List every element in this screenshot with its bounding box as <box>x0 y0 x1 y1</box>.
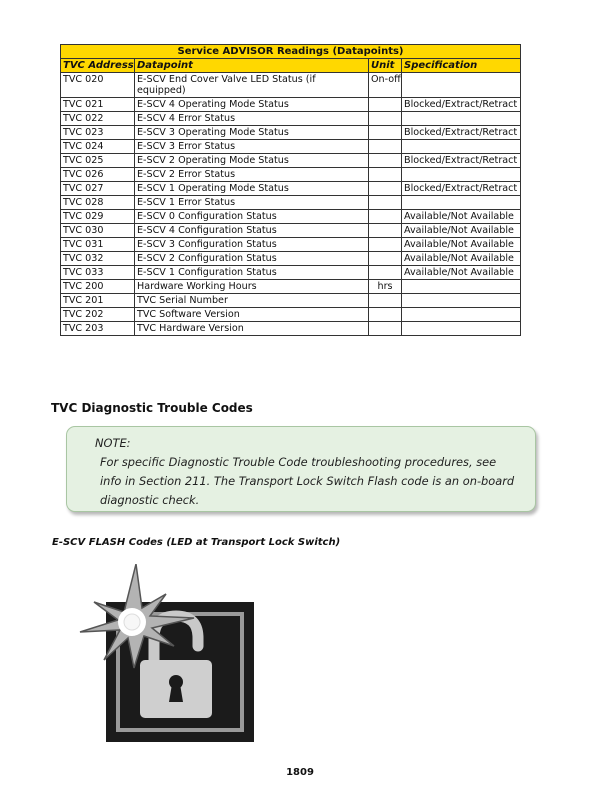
flash-codes-heading: E-SCV FLASH Codes (LED at Transport Lock Switch) <box>52 537 341 548</box>
cell-address: TVC 021 <box>61 98 135 112</box>
cell-datapoint: E-SCV 0 Configuration Status <box>135 210 369 224</box>
cell-unit <box>369 210 402 224</box>
cell-address: TVC 026 <box>61 168 135 182</box>
section-heading: TVC Diagnostic Trouble Codes <box>51 401 253 415</box>
cell-datapoint: TVC Serial Number <box>135 294 369 308</box>
cell-datapoint: E-SCV 1 Configuration Status <box>135 266 369 280</box>
column-header-address: TVC Address <box>61 59 135 73</box>
cell-address: TVC 024 <box>61 140 135 154</box>
cell-address: TVC 025 <box>61 154 135 168</box>
cell-specification <box>402 73 521 98</box>
cell-unit <box>369 182 402 196</box>
cell-unit: hrs <box>369 280 402 294</box>
cell-address: TVC 029 <box>61 210 135 224</box>
table-row <box>61 126 521 140</box>
cell-datapoint: E-SCV 3 Configuration Status <box>135 238 369 252</box>
table-row <box>61 266 521 280</box>
cell-specification <box>402 280 521 294</box>
cell-unit: On-off <box>369 73 402 98</box>
table-body <box>61 73 521 336</box>
cell-address: TVC 032 <box>61 252 135 266</box>
cell-specification: Blocked/Extract/Retract <box>402 98 521 112</box>
note-label: NOTE: <box>95 436 131 450</box>
table-row <box>61 73 521 98</box>
table-title: Service ADVISOR Readings (Datapoints) <box>61 45 521 59</box>
table-row <box>61 98 521 112</box>
cell-specification <box>402 140 521 154</box>
cell-address: TVC 202 <box>61 308 135 322</box>
cell-specification: Available/Not Available <box>402 238 521 252</box>
cell-specification: Available/Not Available <box>402 210 521 224</box>
table-row <box>61 294 521 308</box>
cell-specification <box>402 308 521 322</box>
cell-address: TVC 200 <box>61 280 135 294</box>
cell-datapoint: Hardware Working Hours <box>135 280 369 294</box>
cell-specification <box>402 168 521 182</box>
cell-specification <box>402 112 521 126</box>
table-row <box>61 182 521 196</box>
cell-address: TVC 030 <box>61 224 135 238</box>
cell-unit <box>369 308 402 322</box>
cell-datapoint: E-SCV 4 Error Status <box>135 112 369 126</box>
datapoints-table <box>60 44 521 336</box>
table-row <box>61 112 521 126</box>
cell-specification: Blocked/Extract/Retract <box>402 126 521 140</box>
cell-address: TVC 020 <box>61 73 135 98</box>
cell-datapoint: TVC Software Version <box>135 308 369 322</box>
cell-datapoint: E-SCV 3 Error Status <box>135 140 369 154</box>
cell-datapoint: E-SCV 2 Error Status <box>135 168 369 182</box>
column-header-specification: Specification <box>402 59 521 73</box>
cell-address: TVC 022 <box>61 112 135 126</box>
cell-address: TVC 203 <box>61 322 135 336</box>
table-row <box>61 210 521 224</box>
table-row <box>61 140 521 154</box>
cell-unit <box>369 238 402 252</box>
table-row <box>61 322 521 336</box>
cell-unit <box>369 140 402 154</box>
cell-address: TVC 201 <box>61 294 135 308</box>
cell-specification <box>402 322 521 336</box>
cell-address: TVC 033 <box>61 266 135 280</box>
cell-specification: Blocked/Extract/Retract <box>402 182 521 196</box>
table-row <box>61 224 521 238</box>
cell-unit <box>369 98 402 112</box>
cell-specification: Available/Not Available <box>402 252 521 266</box>
cell-datapoint: E-SCV 2 Configuration Status <box>135 252 369 266</box>
cell-datapoint: E-SCV 1 Error Status <box>135 196 369 210</box>
table-row <box>61 168 521 182</box>
cell-datapoint: TVC Hardware Version <box>135 322 369 336</box>
cell-datapoint: E-SCV 2 Operating Mode Status <box>135 154 369 168</box>
cell-address: TVC 031 <box>61 238 135 252</box>
cell-datapoint: E-SCV 4 Operating Mode Status <box>135 98 369 112</box>
cell-specification <box>402 196 521 210</box>
table-row <box>61 196 521 210</box>
cell-unit <box>369 154 402 168</box>
cell-unit <box>369 112 402 126</box>
table-row <box>61 280 521 294</box>
cell-specification: Blocked/Extract/Retract <box>402 154 521 168</box>
column-header-unit: Unit <box>369 59 402 73</box>
cell-datapoint: E-SCV End Cover Valve LED Status (if equipped) <box>135 73 369 98</box>
table-header-row <box>61 59 521 73</box>
table-row <box>61 252 521 266</box>
cell-unit <box>369 322 402 336</box>
cell-unit <box>369 168 402 182</box>
cell-address: TVC 027 <box>61 182 135 196</box>
cell-unit <box>369 252 402 266</box>
column-header-datapoint: Datapoint <box>135 59 369 73</box>
cell-unit <box>369 196 402 210</box>
table-row <box>61 238 521 252</box>
transport-lock-flash-icon <box>74 564 258 748</box>
table-row <box>61 154 521 168</box>
cell-specification: Available/Not Available <box>402 224 521 238</box>
note-text: For specific Diagnostic Trouble Code troubleshooting procedures, see info in Section 211. The Transport Lock Switch Flash code is an on-board diagnostic check. <box>100 455 515 507</box>
cell-specification <box>402 294 521 308</box>
cell-address: TVC 023 <box>61 126 135 140</box>
note-box <box>66 426 536 512</box>
cell-unit <box>369 294 402 308</box>
cell-datapoint: E-SCV 1 Operating Mode Status <box>135 182 369 196</box>
page-number: 1809 <box>286 767 314 778</box>
table-row <box>61 308 521 322</box>
cell-specification: Available/Not Available <box>402 266 521 280</box>
cell-unit <box>369 126 402 140</box>
cell-unit <box>369 266 402 280</box>
cell-unit <box>369 224 402 238</box>
cell-address: TVC 028 <box>61 196 135 210</box>
cell-datapoint: E-SCV 4 Configuration Status <box>135 224 369 238</box>
cell-datapoint: E-SCV 3 Operating Mode Status <box>135 126 369 140</box>
